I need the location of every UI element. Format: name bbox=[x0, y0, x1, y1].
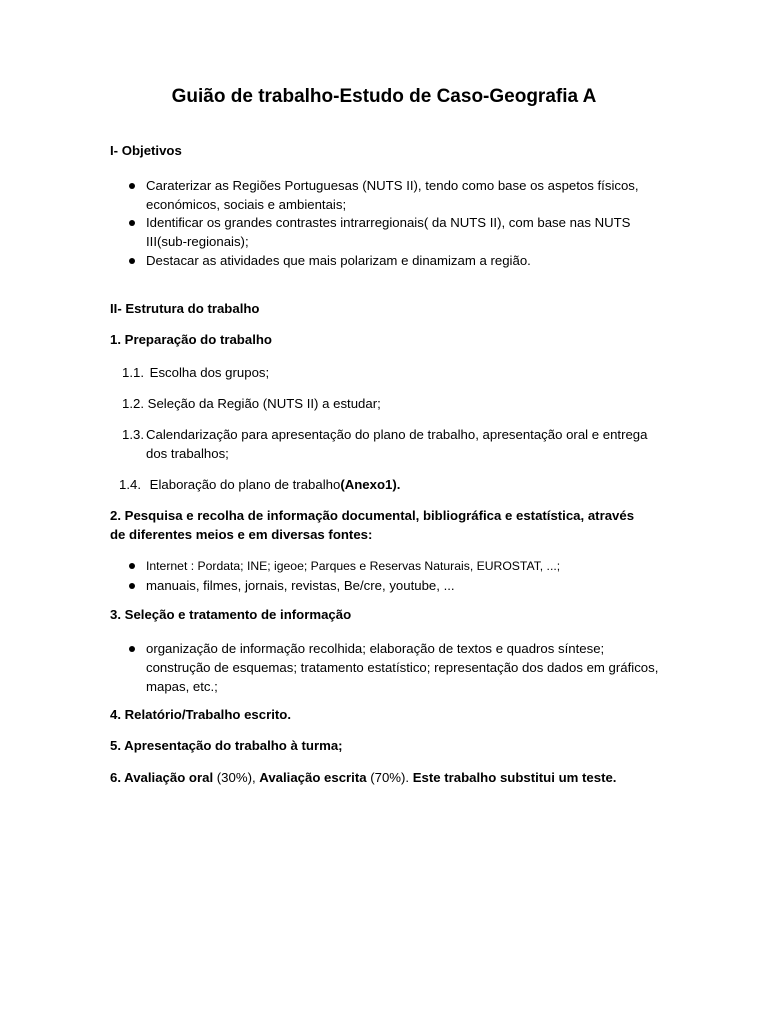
sub-item-number: 1.4. bbox=[119, 477, 141, 492]
item3-heading: 3. Seleção e tratamento de informação bbox=[110, 607, 352, 622]
replacement-note: Este trabalho substitui um teste. bbox=[412, 770, 617, 785]
bullet-text: Destacar as atividades que mais polarizam e dinamizam a região. bbox=[146, 253, 531, 268]
sub-item bbox=[122, 425, 652, 463]
bullet-text: Identificar os grandes contrastes intrarregionais( da NUTS II), com base nas NUTS III(sub-regionais); bbox=[146, 215, 631, 249]
written-eval-pct: (70%). bbox=[366, 770, 413, 785]
bullet-item bbox=[146, 176, 666, 214]
bullet-text: manuais, filmes, jornais, revistas, Be/cre, youtube, ... bbox=[146, 578, 455, 593]
document-title: Guião de trabalho-Estudo de Caso-Geografia A bbox=[171, 86, 597, 107]
section-objetivos-heading: I- Objetivos bbox=[110, 143, 182, 158]
bullet-item bbox=[146, 639, 666, 696]
sub-item-text: Calendarização para apresentação do plano de trabalho, apresentação oral e entrega dos trabalhos; bbox=[146, 427, 648, 461]
sub-item bbox=[122, 394, 381, 413]
bullet-item bbox=[146, 251, 666, 270]
sub-item-number: 1.3. bbox=[122, 427, 144, 442]
sub-item-number: 1.1. bbox=[122, 365, 144, 380]
sub-item-number: 1.2. bbox=[122, 396, 144, 411]
annex-ref: (Anexo1). bbox=[340, 477, 401, 492]
section-estrutura-heading: II- Estrutura do trabalho bbox=[110, 301, 260, 316]
bullet-item bbox=[146, 576, 666, 595]
sub-item-text: Seleção da Região (NUTS II) a estudar; bbox=[147, 396, 381, 411]
bullet-icon bbox=[129, 220, 135, 226]
oral-eval-pct: (30%), bbox=[213, 770, 260, 785]
sub-item bbox=[122, 363, 269, 382]
sub-item bbox=[119, 475, 400, 494]
item4-heading: 4. Relatório/Trabalho escrito. bbox=[110, 707, 292, 722]
item2-heading: 2. Pesquisa e recolha de informação documental, bibliográfica e estatística, através de diferentes meios e em diversas fontes: bbox=[110, 508, 635, 542]
bullet-icon bbox=[129, 183, 135, 189]
sub-item-text: Escolha dos grupos; bbox=[149, 365, 270, 380]
sub-item-text: Elaboração do plano de trabalho bbox=[149, 477, 341, 492]
item1-heading: 1. Preparação do trabalho bbox=[110, 332, 272, 347]
bullet-icon bbox=[129, 563, 135, 569]
oral-eval-label: 6. Avaliação oral bbox=[110, 770, 214, 785]
bullet-text: Caraterizar as Regiões Portuguesas (NUTS II), tendo como base os aspetos físicos, económicos, sociais e ambientais; bbox=[146, 178, 639, 212]
bullet-icon bbox=[129, 258, 135, 264]
bullet-item bbox=[146, 556, 666, 576]
item5-heading: 5. Apresentação do trabalho à turma; bbox=[110, 738, 343, 753]
bullet-text: Internet : Pordata; INE; igeoe; Parques e Reservas Naturais, EUROSTAT, ...; bbox=[146, 559, 561, 573]
bullet-icon bbox=[129, 583, 135, 589]
bullet-icon bbox=[129, 646, 135, 652]
bullet-text: organização de informação recolhida; elaboração de textos e quadros síntese; construção de esquemas; tratamento estatístico; representação dos dados em gráficos, mapas, etc.; bbox=[146, 641, 659, 694]
bullet-item bbox=[146, 213, 666, 251]
item6-line bbox=[110, 768, 616, 787]
written-eval-label: Avaliação escrita bbox=[259, 770, 367, 785]
